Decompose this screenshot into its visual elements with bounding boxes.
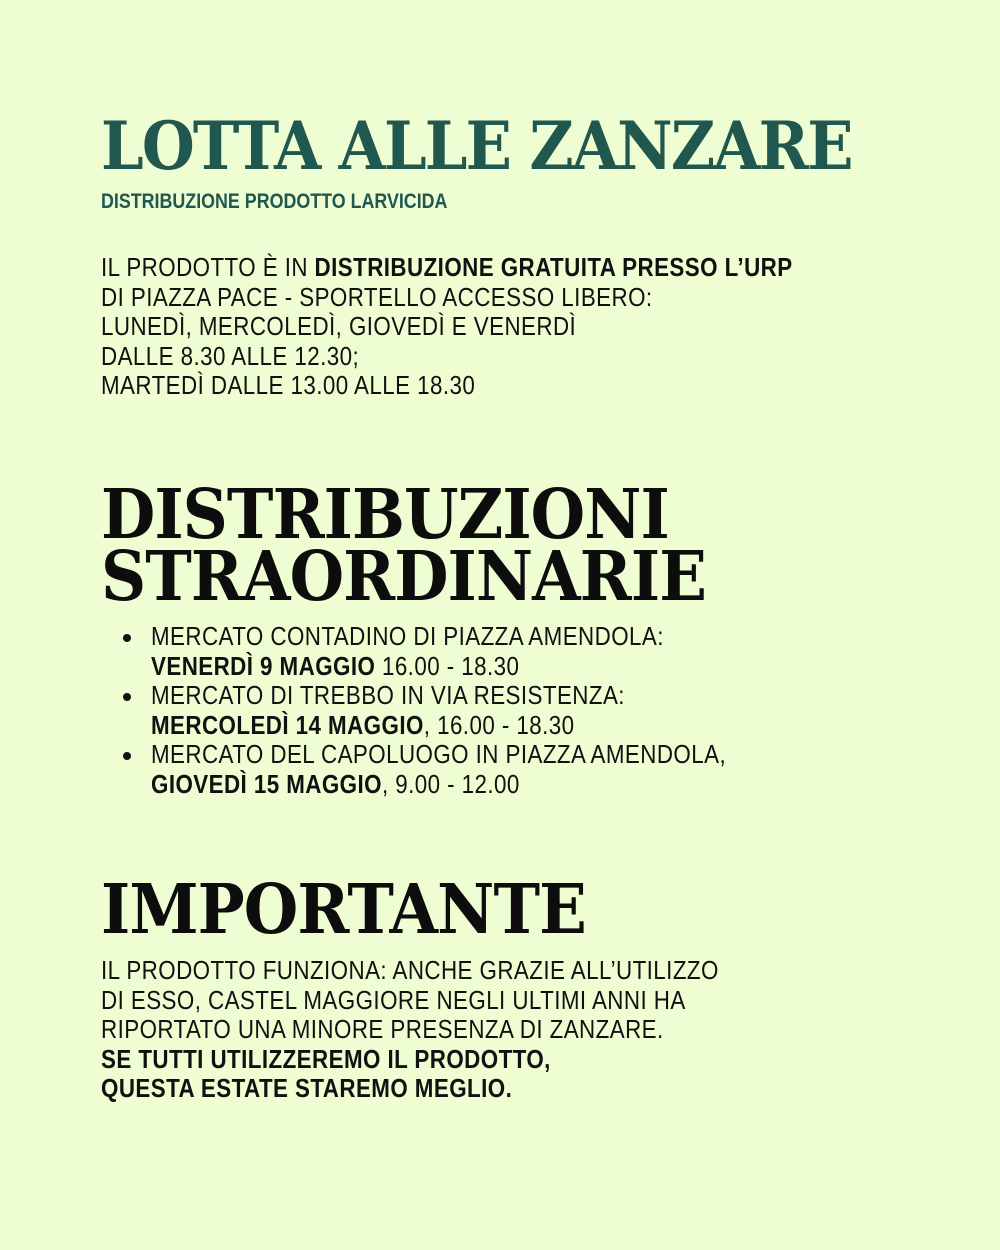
bullet-icon bbox=[123, 693, 131, 701]
event-time: , 16.00 - 18.30 bbox=[423, 709, 575, 740]
events-list bbox=[123, 622, 820, 799]
extraordinary-heading-line-2: STRAORDINARIE bbox=[101, 537, 706, 617]
intro-line-2: DI PIAZZA PACE - SPORTELLO ACCESSO LIBERO: bbox=[101, 281, 653, 312]
page-title: LOTTA ALLE ZANZARE bbox=[101, 107, 852, 185]
list-item bbox=[123, 681, 820, 740]
event-time: , 9.00 - 12.00 bbox=[381, 768, 520, 799]
extraordinary-heading bbox=[101, 475, 706, 617]
event-date: GIOVEDÌ 15 MAGGIO bbox=[151, 768, 382, 799]
important-line-2: DI ESSO, CASTEL MAGGIORE NEGLI ULTIMI ANNI HA bbox=[101, 984, 686, 1015]
important-paragraph bbox=[101, 956, 719, 1104]
bullet-icon bbox=[123, 752, 131, 760]
intro-line-1-bold: DISTRIBUZIONE GRATUITA PRESSO L’URP bbox=[314, 252, 793, 282]
event-text bbox=[151, 740, 726, 799]
list-item bbox=[123, 622, 820, 681]
event-text bbox=[151, 681, 726, 740]
event-when bbox=[151, 711, 726, 741]
event-time: 16.00 - 18.30 bbox=[375, 650, 520, 681]
event-place: MERCATO DI TREBBO IN VIA RESISTENZA: bbox=[151, 680, 625, 710]
extraordinary-heading-line-1: DISTRIBUZIONI bbox=[101, 475, 669, 555]
intro-line-1-text: IL PRODOTTO È IN bbox=[101, 252, 315, 282]
event-when bbox=[151, 770, 726, 800]
intro-paragraph bbox=[101, 253, 793, 401]
page-subtitle: DISTRIBUZIONE PRODOTTO LARVICIDA bbox=[101, 190, 448, 213]
event-text bbox=[151, 622, 726, 681]
intro-line-3: LUNEDÌ, MERCOLEDÌ, GIOVEDÌ E VENERDÌ bbox=[101, 311, 577, 341]
event-date: VENERDÌ 9 MAGGIO bbox=[151, 650, 376, 681]
intro-line-5: MARTEDÌ DALLE 13.00 ALLE 18.30 bbox=[101, 370, 476, 400]
event-date: MERCOLEDÌ 14 MAGGIO bbox=[151, 709, 424, 740]
event-place: MERCATO DEL CAPOLUOGO IN PIAZZA AMENDOLA, bbox=[151, 739, 727, 769]
intro-line-4: DALLE 8.30 ALLE 12.30; bbox=[101, 340, 360, 371]
list-item bbox=[123, 740, 820, 799]
important-line-3: RIPORTATO UNA MINORE PRESENZA DI ZANZARE. bbox=[101, 1014, 664, 1044]
important-line-1: IL PRODOTTO FUNZIONA: ANCHE GRAZIE ALL’UTILIZZO bbox=[101, 955, 719, 985]
important-heading: IMPORTANTE bbox=[101, 870, 586, 950]
important-line-4: SE TUTTI UTILIZZEREMO IL PRODOTTO, bbox=[101, 1043, 551, 1074]
intro-line-1 bbox=[101, 253, 793, 283]
important-line-5: QUESTA ESTATE STAREMO MEGLIO. bbox=[101, 1073, 513, 1103]
event-when bbox=[151, 652, 726, 682]
event-place: MERCATO CONTADINO DI PIAZZA AMENDOLA: bbox=[151, 621, 664, 651]
bullet-icon bbox=[123, 634, 131, 642]
